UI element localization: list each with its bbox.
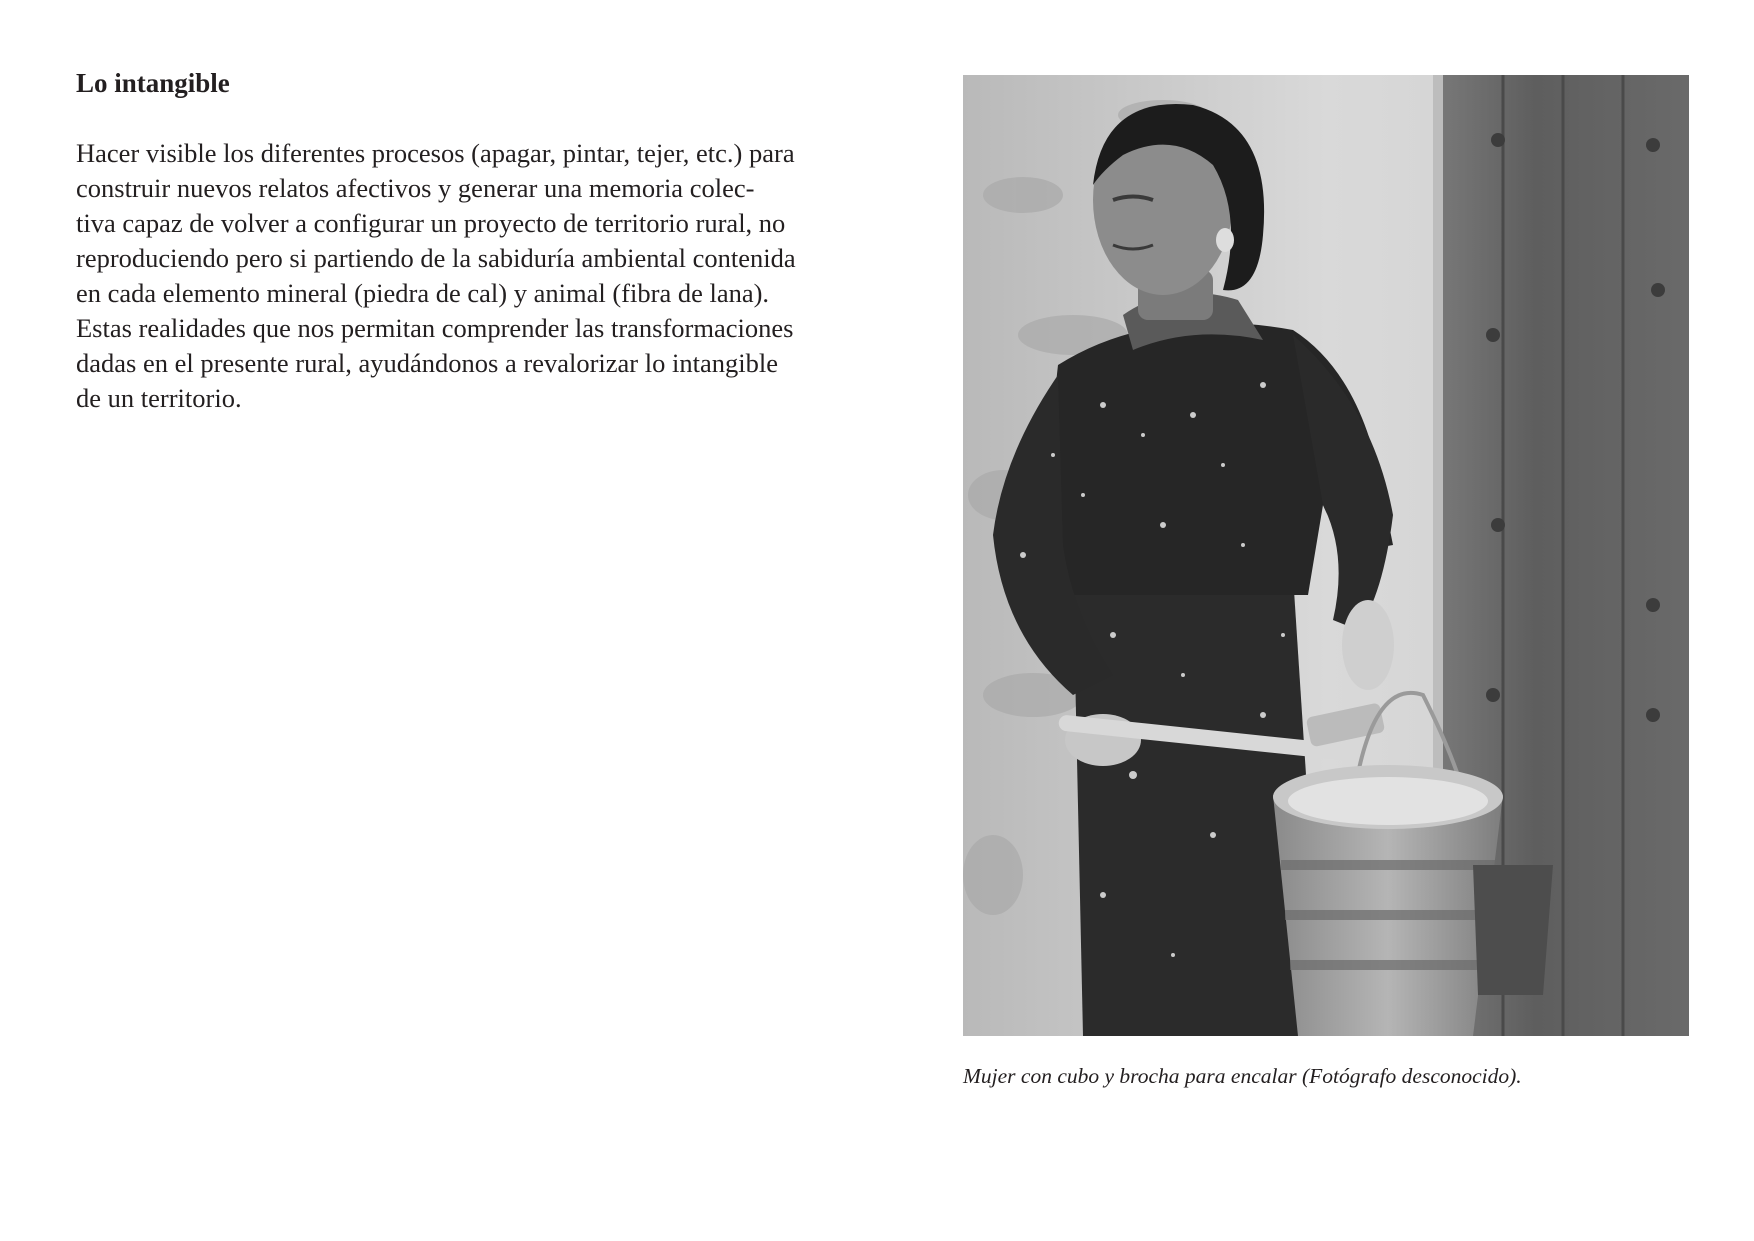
- paragraph-line: reproduciendo pero si partiendo de la sabiduría ambiental contenida: [76, 243, 796, 273]
- photo-woman-with-bucket: [963, 75, 1689, 1036]
- text-column: [76, 66, 906, 416]
- paragraph-line: Hacer visible los diferentes procesos (apagar, pintar, tejer, etc.) para: [76, 138, 795, 168]
- photograph: [963, 75, 1689, 1036]
- paragraph-line: Estas realidades que nos permitan comprender las transformaciones: [76, 313, 794, 343]
- paragraph-line: en cada elemento mineral (piedra de cal) y animal (fibra de lana).: [76, 278, 770, 308]
- paragraph-line: construir nuevos relatos afectivos y generar una memoria colec-: [76, 173, 755, 203]
- figure-caption: Mujer con cubo y brocha para encalar (Fotógrafo desconocido).: [963, 1064, 1522, 1088]
- paragraph-line: tiva capaz de volver a configurar un proyecto de territorio rural, no: [76, 208, 786, 238]
- body-paragraph: [76, 136, 906, 416]
- paragraph-line: dadas en el presente rural, ayudándonos a revalorizar lo intangible: [76, 348, 778, 378]
- paragraph-line: de un territorio.: [76, 383, 242, 413]
- section-heading: Lo intangible: [76, 68, 230, 98]
